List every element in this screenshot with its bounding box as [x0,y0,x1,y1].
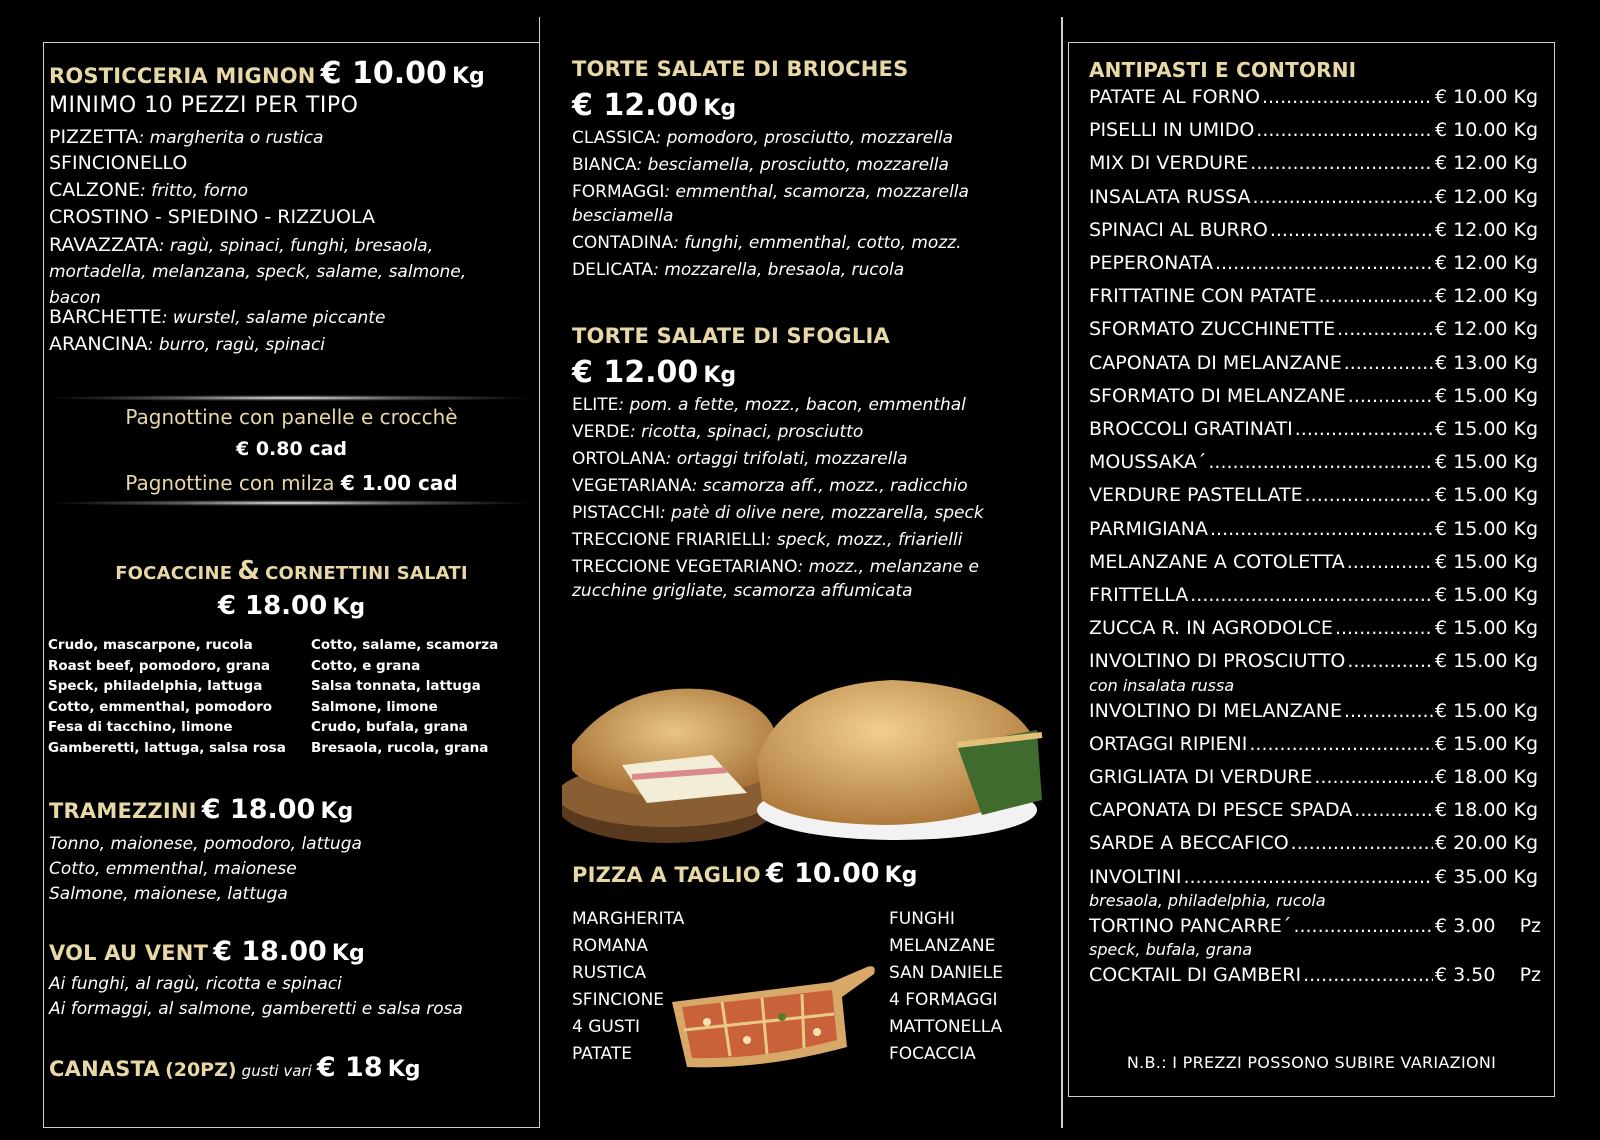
item-price: € 15.00 Kg [1435,550,1539,573]
leader-dots [1335,617,1433,639]
leader-dots [1253,186,1433,208]
list-item: MATTONELLA [889,1017,1003,1037]
list-item: Cotto, salame, scamorza [311,637,499,653]
leader-dots [1348,385,1433,407]
item-name: PISELLI IN UMIDO [1089,119,1255,142]
pizza-price: € 10.00 [765,858,880,889]
topping [703,1018,711,1026]
item-name: SFORMATO DI MELANZANE [1089,384,1346,407]
item-price: € 12.00 Kg [1435,285,1539,308]
leader-dots [1249,733,1433,755]
leader-dots [1344,352,1433,374]
antipasti-row [1089,318,1547,340]
list-item: Salmone, maionese, lattuga [49,884,288,904]
item-price: € 15.00 Kg [1435,418,1539,440]
list-item: Crudo, bufala, grana [311,719,468,735]
antipasti-row [1089,964,1547,986]
item-price: € 15.00 Kg [1435,517,1539,540]
menu-item: CROSTINO - SPIEDINO - RIZZUOLA [49,206,375,228]
list-item: Cotto, emmenthal, pomodoro [48,698,273,715]
focaccine-left-list [48,635,286,758]
item-price: € 15.00 Kg [1435,384,1539,407]
list-item: Crudo, mascarpone, rucola [48,637,253,653]
item-price: € 10.00 Kg [1435,119,1539,142]
leader-dots [1347,551,1433,573]
item-price: € 18.00 Kg [1435,799,1539,822]
leader-dots [1262,86,1433,108]
menu-item: VERDE: ricotta, spinaci, prosciutto [572,422,864,442]
leader-dots [1303,964,1433,986]
list-item: Salsa tonnata, lattuga [311,678,481,694]
leader-dots [1183,866,1433,888]
item-name: BROCCOLI GRATINATI [1089,418,1293,440]
antipasti-row [1089,700,1547,722]
leader-dots [1337,318,1433,340]
list-item: SAN DANIELE [889,963,1003,983]
list-item: Fesa di tacchino, limone [48,719,233,735]
item-price: € 12.00 Kg [1435,252,1539,274]
volauvent-list [49,972,463,1022]
antipasti-row [1089,186,1547,208]
leader-dots [1208,451,1433,473]
antipasti-row [1089,385,1547,407]
antipasti-row [1089,119,1547,141]
menu-item: CLASSICA: pomodoro, prosciutto, mozzarella [572,128,954,148]
leader-dots [1319,285,1433,307]
list-item: Gamberetti, lattuga, salsa rosa [48,739,286,756]
item-name: SPINACI AL BURRO [1089,218,1268,241]
menu-item: PISTACCHI: patè di olive nere, mozzarella, speck [572,503,984,523]
pizza-title: PIZZA A TAGLIO [572,863,761,887]
focaccine-heading [43,556,540,586]
rosticceria-heading [49,56,485,91]
item-name: PARMIGIANA [1089,517,1208,540]
item-name: MOUSSAKA´ [1089,451,1207,474]
antipasti-row [1089,219,1547,241]
item-name: FRITTELLA [1089,584,1189,606]
item-name: ZUCCA R. IN AGRODOLCE [1089,617,1333,640]
item-price: € 15.00 Kg [1435,650,1539,673]
item-price: € 12.00 Kg [1435,218,1539,241]
item-price: € 10.00 Kg [1435,86,1539,108]
topping [778,1013,786,1021]
menu-item: BARCHETTE: wurstel, salame piccante [49,306,386,328]
leader-dots [1270,219,1433,241]
list-item: Roast beef, pomodoro, grana [48,657,271,674]
item-name: CAPONATA DI MELANZANE [1089,351,1342,374]
leader-dots [1344,700,1433,722]
item-name: INSALATA RUSSA [1089,185,1251,208]
leader-dots [1314,766,1433,788]
item-name: MELANZANE A COTOLETTA [1089,550,1345,573]
item-name: MIX DI VERDURE [1089,152,1249,175]
antipasti-row [1089,484,1547,506]
antipasti-row [1089,799,1547,821]
list-item: Cotto, emmenthal, maionese [49,859,297,879]
sfoglia-title: TORTE SALATE DI SFOGLIA [572,324,890,348]
glow-divider [50,395,530,401]
pagnottine-line2: Pagnottine con milza [125,471,335,495]
menu-item: ARANCINA: burro, ragù, spinaci [49,333,326,355]
leader-dots [1291,832,1433,854]
volauvent-heading [49,936,365,967]
menu-item: VEGETARIANA: scamorza aff., mozz., radicchio [572,476,968,496]
item-price: € 13.00 Kg [1435,351,1539,374]
leader-dots [1347,650,1433,672]
topping [813,1028,821,1036]
pizza-heading [572,858,917,889]
focaccine-title-a: FOCACCINE [115,563,233,584]
item-name: CAPONATA DI PESCE SPADA [1089,799,1353,822]
item-price: € 15.00 Kg [1435,584,1539,606]
item-price: € 18.00 Kg [1435,766,1539,788]
list-item: FOCACCIA [889,1044,976,1064]
menu-item: PIZZETTA: margherita o rustica [49,126,324,148]
canasta-title: CANASTA [49,1057,160,1081]
item-subtext: con insalata russa [1089,675,1235,695]
list-item: SFINCIONE [572,990,665,1010]
item-name: COCKTAIL DI GAMBERI [1089,964,1302,986]
volauvent-price: € 18.00 [213,936,327,967]
pagnottine-line2-wrap [43,471,540,495]
item-price: € 12.00 Kg [1435,185,1539,208]
brioches-price-wrap [572,88,736,123]
item-price: € 35.00 Kg [1435,865,1539,888]
leader-dots [1250,152,1433,174]
rosticceria-minimo: MINIMO 10 PEZZI PER TIPO [49,93,359,118]
antipasti-row [1089,915,1547,937]
antipasti-row [1089,617,1547,639]
antipasti-row [1089,650,1547,672]
item-price: € 15.00 Kg [1435,484,1539,507]
menu-item: DELICATA: mozzarella, bresaola, rucola [572,260,905,280]
tramezzini-heading [49,794,353,825]
brioches-unit: Kg [703,96,737,121]
menu-item: TRECCIONE VEGETARIANO: mozz., melanzane e zucchine grigliate, scamorza affumicata [572,557,979,601]
sfoglia-list [572,393,1032,603]
item-name: PATATE AL FORNO [1089,86,1260,108]
list-item: MELANZANE [889,936,996,956]
item-price: € 12.00 Kg [1435,152,1539,175]
list-item: Speck, philadelphia, lattuga [48,678,263,694]
list-item: FUNGHI [889,909,955,929]
item-name: TORTINO PANCARRE´ [1089,914,1292,937]
item-price: € 3.00 Pz [1435,914,1542,937]
item-price: € 15.00 Kg [1435,699,1539,722]
tramezzini-unit: Kg [320,799,354,824]
list-item: Bresaola, rucola, grana [311,739,489,756]
list-item: Cotto, e grana [311,657,421,674]
item-name: INVOLTINO DI MELANZANE [1089,699,1342,722]
sfoglia-price: € 12.00 [572,355,699,390]
antipasti-row [1089,152,1547,174]
list-item: Ai formaggi, al salmone, gamberetti e salsa rosa [49,999,463,1019]
focaccine-amp: & [237,556,260,586]
list-item: RUSTICA [572,963,646,983]
leader-dots [1354,799,1433,821]
menu-item: BIANCA: besciamella, prosciutto, mozzarella [572,155,949,175]
list-item: ROMANA [572,936,648,956]
item-name: FRITTATINE CON PATATE [1089,285,1317,308]
item-price: € 15.00 Kg [1435,732,1539,755]
rosticceria-price: € 10.00 [320,56,447,91]
pagnottine-price2: € 1.00 cad [340,471,458,495]
focaccine-right-list [311,635,498,758]
focaccine-unit: Kg [332,595,366,620]
antipasti-row [1089,451,1547,473]
item-name: SFORMATO ZUCCHINETTE [1089,318,1336,341]
sfoglia-unit: Kg [703,363,737,388]
brioches-price: € 12.00 [572,88,699,123]
item-price: € 3.50 Pz [1435,964,1542,986]
list-item: 4 GUSTI [572,1017,641,1037]
item-name: VERDURE PASTELLATE [1089,484,1303,507]
pizza-board-image [662,952,882,1077]
leader-dots [1190,584,1433,606]
volauvent-title: VOL AU VENT [49,941,209,965]
menu-item: SFINCIONELLO [49,152,188,174]
pizza-right-list [889,906,1003,1068]
list-item: Salmone, limone [311,698,438,715]
antipasti-row [1089,252,1547,274]
sfoglia-price-wrap [572,355,736,390]
glow-divider [50,500,530,506]
canasta-heading [49,1052,421,1083]
tramezzini-price: € 18.00 [201,794,316,825]
menu-item: CALZONE: fritto, forno [49,179,248,201]
list-item: MARGHERITA [572,909,685,929]
leader-dots [1305,484,1433,506]
price-note: N.B.: I PREZZI POSSONO SUBIRE VARIAZIONI [1126,1053,1497,1072]
menu-item: TRECCIONE FRIARIELLI: speck, mozz., friarielli [572,530,963,550]
item-name: SARDE A BECCAFICO [1089,832,1289,855]
leader-dots [1215,252,1433,274]
leader-dots [1293,915,1433,937]
tramezzini-title: TRAMEZZINI [49,799,197,823]
leader-dots [1295,418,1433,440]
antipasti-row [1089,418,1547,440]
antipasti-row [1089,584,1547,606]
item-price: € 15.00 Kg [1435,617,1539,640]
item-subtext: bresaola, philadelphia, rucola [1089,890,1326,910]
savory-pies-image [562,675,1044,850]
rosticceria-unit: Kg [451,64,485,89]
item-name: GRIGLIATA DI VERDURE [1089,766,1313,788]
brioches-title: TORTE SALATE DI BRIOCHES [572,57,909,81]
antipasti-row [1089,832,1547,854]
item-price: € 12.00 Kg [1435,318,1539,341]
topping [743,1036,751,1044]
antipasti-row [1089,733,1547,755]
item-name: INVOLTINO DI PROSCIUTTO [1089,650,1346,673]
focaccine-price: € 18.00 [217,591,328,621]
item-name: ORTAGGI RIPIENI [1089,732,1248,755]
list-item: PATATE [572,1044,632,1064]
list-item: Ai funghi, al ragù, ricotta e spinaci [49,974,342,994]
menu-item: FORMAGGI: emmenthal, scamorza, mozzarella besciamella [572,182,969,226]
item-price: € 15.00 Kg [1435,451,1539,474]
item-name: INVOLTINI [1089,865,1182,888]
menu-item: CONTADINA: funghi, emmenthal, cotto, mozz. [572,233,962,253]
list-item: 4 FORMAGGI [889,990,998,1010]
antipasti-row [1089,352,1547,374]
menu-item: ELITE: pom. a fette, mozz., bacon, emmenthal [572,395,966,415]
tramezzini-list [49,832,362,907]
antipasti-row [1089,285,1547,307]
rosticceria-title: ROSTICCERIA MIGNON [49,64,316,88]
item-subtext: speck, bufala, grana [1089,940,1253,959]
antipasti-row [1089,551,1547,573]
canasta-gusti: gusti vari [241,1062,312,1080]
pizza-unit: Kg [884,863,918,888]
item-price: € 20.00 Kg [1435,832,1539,855]
canasta-price: € 18 [316,1052,383,1083]
item-name: PEPERONATA [1089,252,1213,274]
pagnottine-line1: Pagnottine con panelle e crocchè [125,405,458,429]
leader-dots [1256,119,1433,141]
menu-item: RAVAZZATA: ragù, spinaci, funghi, bresaola, mortadella, melanzana, speck, salame, salmone, bacon [49,234,467,308]
antipasti-row [1089,866,1547,888]
pagnottine-price1: € 0.80 cad [235,438,347,460]
antipasti-title: ANTIPASTI E CONTORNI [1089,58,1357,82]
antipasti-row [1089,86,1547,108]
canasta-pz: (20PZ) [165,1059,237,1081]
antipasti-row [1089,766,1547,788]
leader-dots [1210,518,1433,540]
brioches-list [572,126,1032,282]
volauvent-unit: Kg [331,941,365,966]
antipasti-row [1089,518,1547,540]
canasta-unit: Kg [387,1057,421,1082]
menu-item: ORTOLANA: ortaggi trifolati, mozzarella [572,449,908,469]
focaccine-price-wrap [43,591,540,621]
focaccine-title-b: CORNETTINI SALATI [265,563,468,584]
list-item: Tonno, maionese, pomodoro, lattuga [49,834,362,854]
